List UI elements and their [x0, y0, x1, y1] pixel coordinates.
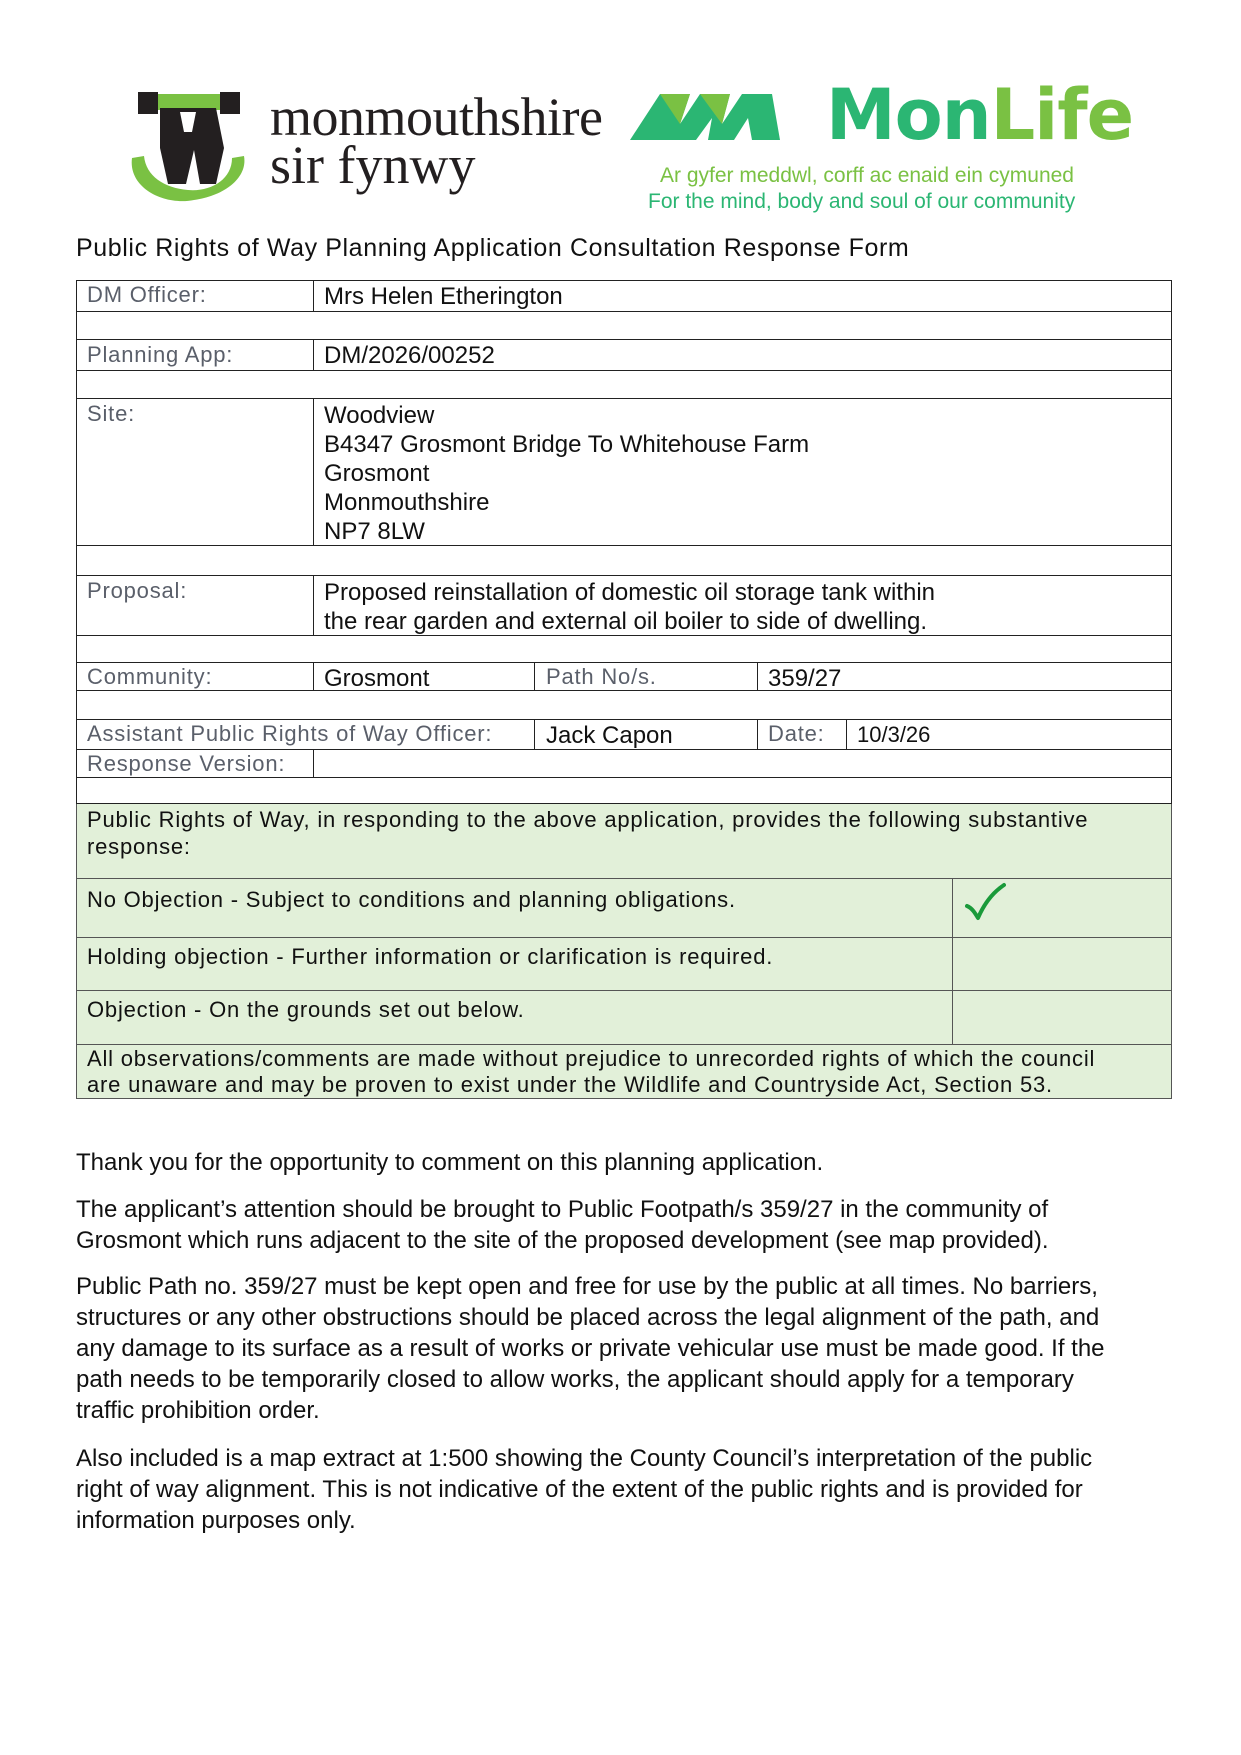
option-holding-objection: Holding objection - Further information or clarification is required. [87, 944, 774, 969]
paragraph-line: traffic prohibition order. [76, 1397, 320, 1424]
paragraph-path-open [76, 1271, 1172, 1426]
path-value: 359/27 [768, 665, 842, 692]
council-name-line2: sir fynwy [270, 135, 476, 195]
response-intro-line: response: [87, 834, 191, 859]
site-line: Grosmont [324, 460, 430, 487]
tagline-english: For the mind, body and soul of our community [648, 190, 1076, 213]
paragraph-map-extract [76, 1443, 1172, 1536]
checkmark-icon [964, 882, 1006, 922]
disclaimer [87, 1046, 1095, 1098]
paragraph-line: information purposes only. [76, 1507, 356, 1534]
council-name-line1: monmouthshire [270, 87, 603, 147]
paragraph-thanks: Thank you for the opportunity to comment on this planning application. [76, 1149, 824, 1176]
paragraph-line: any damage to its surface as a result of works or private vehicular use must be made good. If the [76, 1335, 1105, 1362]
site-line: Woodview [324, 402, 435, 429]
proposal-label: Proposal: [87, 578, 188, 603]
dm-officer-value: Mrs Helen Etherington [324, 283, 563, 310]
version-label: Response Version: [87, 751, 286, 776]
community-value: Grosmont [324, 665, 430, 692]
planning-app-value: DM/2026/00252 [324, 342, 495, 369]
site-line: Monmouthshire [324, 489, 490, 516]
paragraph-line: structures or any other obstructions should be placed across the legal alignment of the path, and [76, 1304, 1100, 1331]
dm-officer-label: DM Officer: [87, 282, 207, 307]
date-value: 10/3/26 [857, 722, 931, 747]
paragraph-line: Public Path no. 359/27 must be kept open and free for use by the public at all times. No barriers, [76, 1273, 1098, 1300]
proposal-line: Proposed reinstallation of domestic oil storage tank within [324, 579, 935, 606]
monlife-mon: Mon [826, 74, 991, 156]
option-objection: Objection - On the grounds set out below. [87, 997, 525, 1022]
monlife-mark-icon [630, 84, 810, 142]
paragraph-line: Also included is a map extract at 1:500 showing the County Council’s interpretation of the public [76, 1445, 1093, 1472]
proposal-line: the rear garden and external oil boiler to side of dwelling. [324, 608, 928, 635]
date-label: Date: [768, 721, 825, 746]
response-intro [87, 806, 1088, 860]
site-line: B4347 Grosmont Bridge To Whitehouse Farm [324, 431, 810, 458]
monmouthshire-logo-icon [124, 88, 252, 204]
planning-app-label: Planning App: [87, 342, 234, 367]
paragraph-line: path needs to be temporarily closed to allow works, the applicant should apply for a temporary [76, 1366, 1074, 1393]
response-intro-line: Public Rights of Way, in responding to the above application, provides the following substantive [87, 807, 1089, 832]
paragraph-line: right of way alignment. This is not indicative of the extent of the public rights and is provided for [76, 1476, 1083, 1503]
officer-label: Assistant Public Rights of Way Officer: [87, 721, 493, 746]
monlife-life: Life [990, 74, 1134, 156]
proposal-text [324, 578, 935, 636]
site-line: NP7 8LW [324, 518, 425, 545]
officer-value: Jack Capon [546, 722, 673, 749]
paragraph-line: Grosmont which runs adjacent to the site of the proposed development (see map provided). [76, 1227, 1049, 1254]
disclaimer-line: All observations/comments are made without prejudice to unrecorded rights of which the council [87, 1046, 1096, 1071]
site-label: Site: [87, 401, 136, 426]
paragraph-attention [76, 1194, 1172, 1256]
disclaimer-line: are unaware and may be proven to exist under the Wildlife and Countryside Act, Section 53. [87, 1072, 1053, 1097]
form-title: Public Rights of Way Planning Application Consultation Response Form [76, 234, 910, 262]
tagline-welsh: Ar gyfer meddwl, corff ac enaid ein cymuned [660, 164, 1074, 187]
paragraph-line: The applicant’s attention should be brought to Public Footpath/s 359/27 in the community of [76, 1196, 1049, 1223]
site-address [324, 401, 809, 546]
path-label: Path No/s. [546, 664, 657, 689]
option-no-objection: No Objection - Subject to conditions and planning obligations. [87, 887, 736, 912]
monlife-wordmark [826, 74, 1133, 156]
community-label: Community: [87, 664, 213, 689]
